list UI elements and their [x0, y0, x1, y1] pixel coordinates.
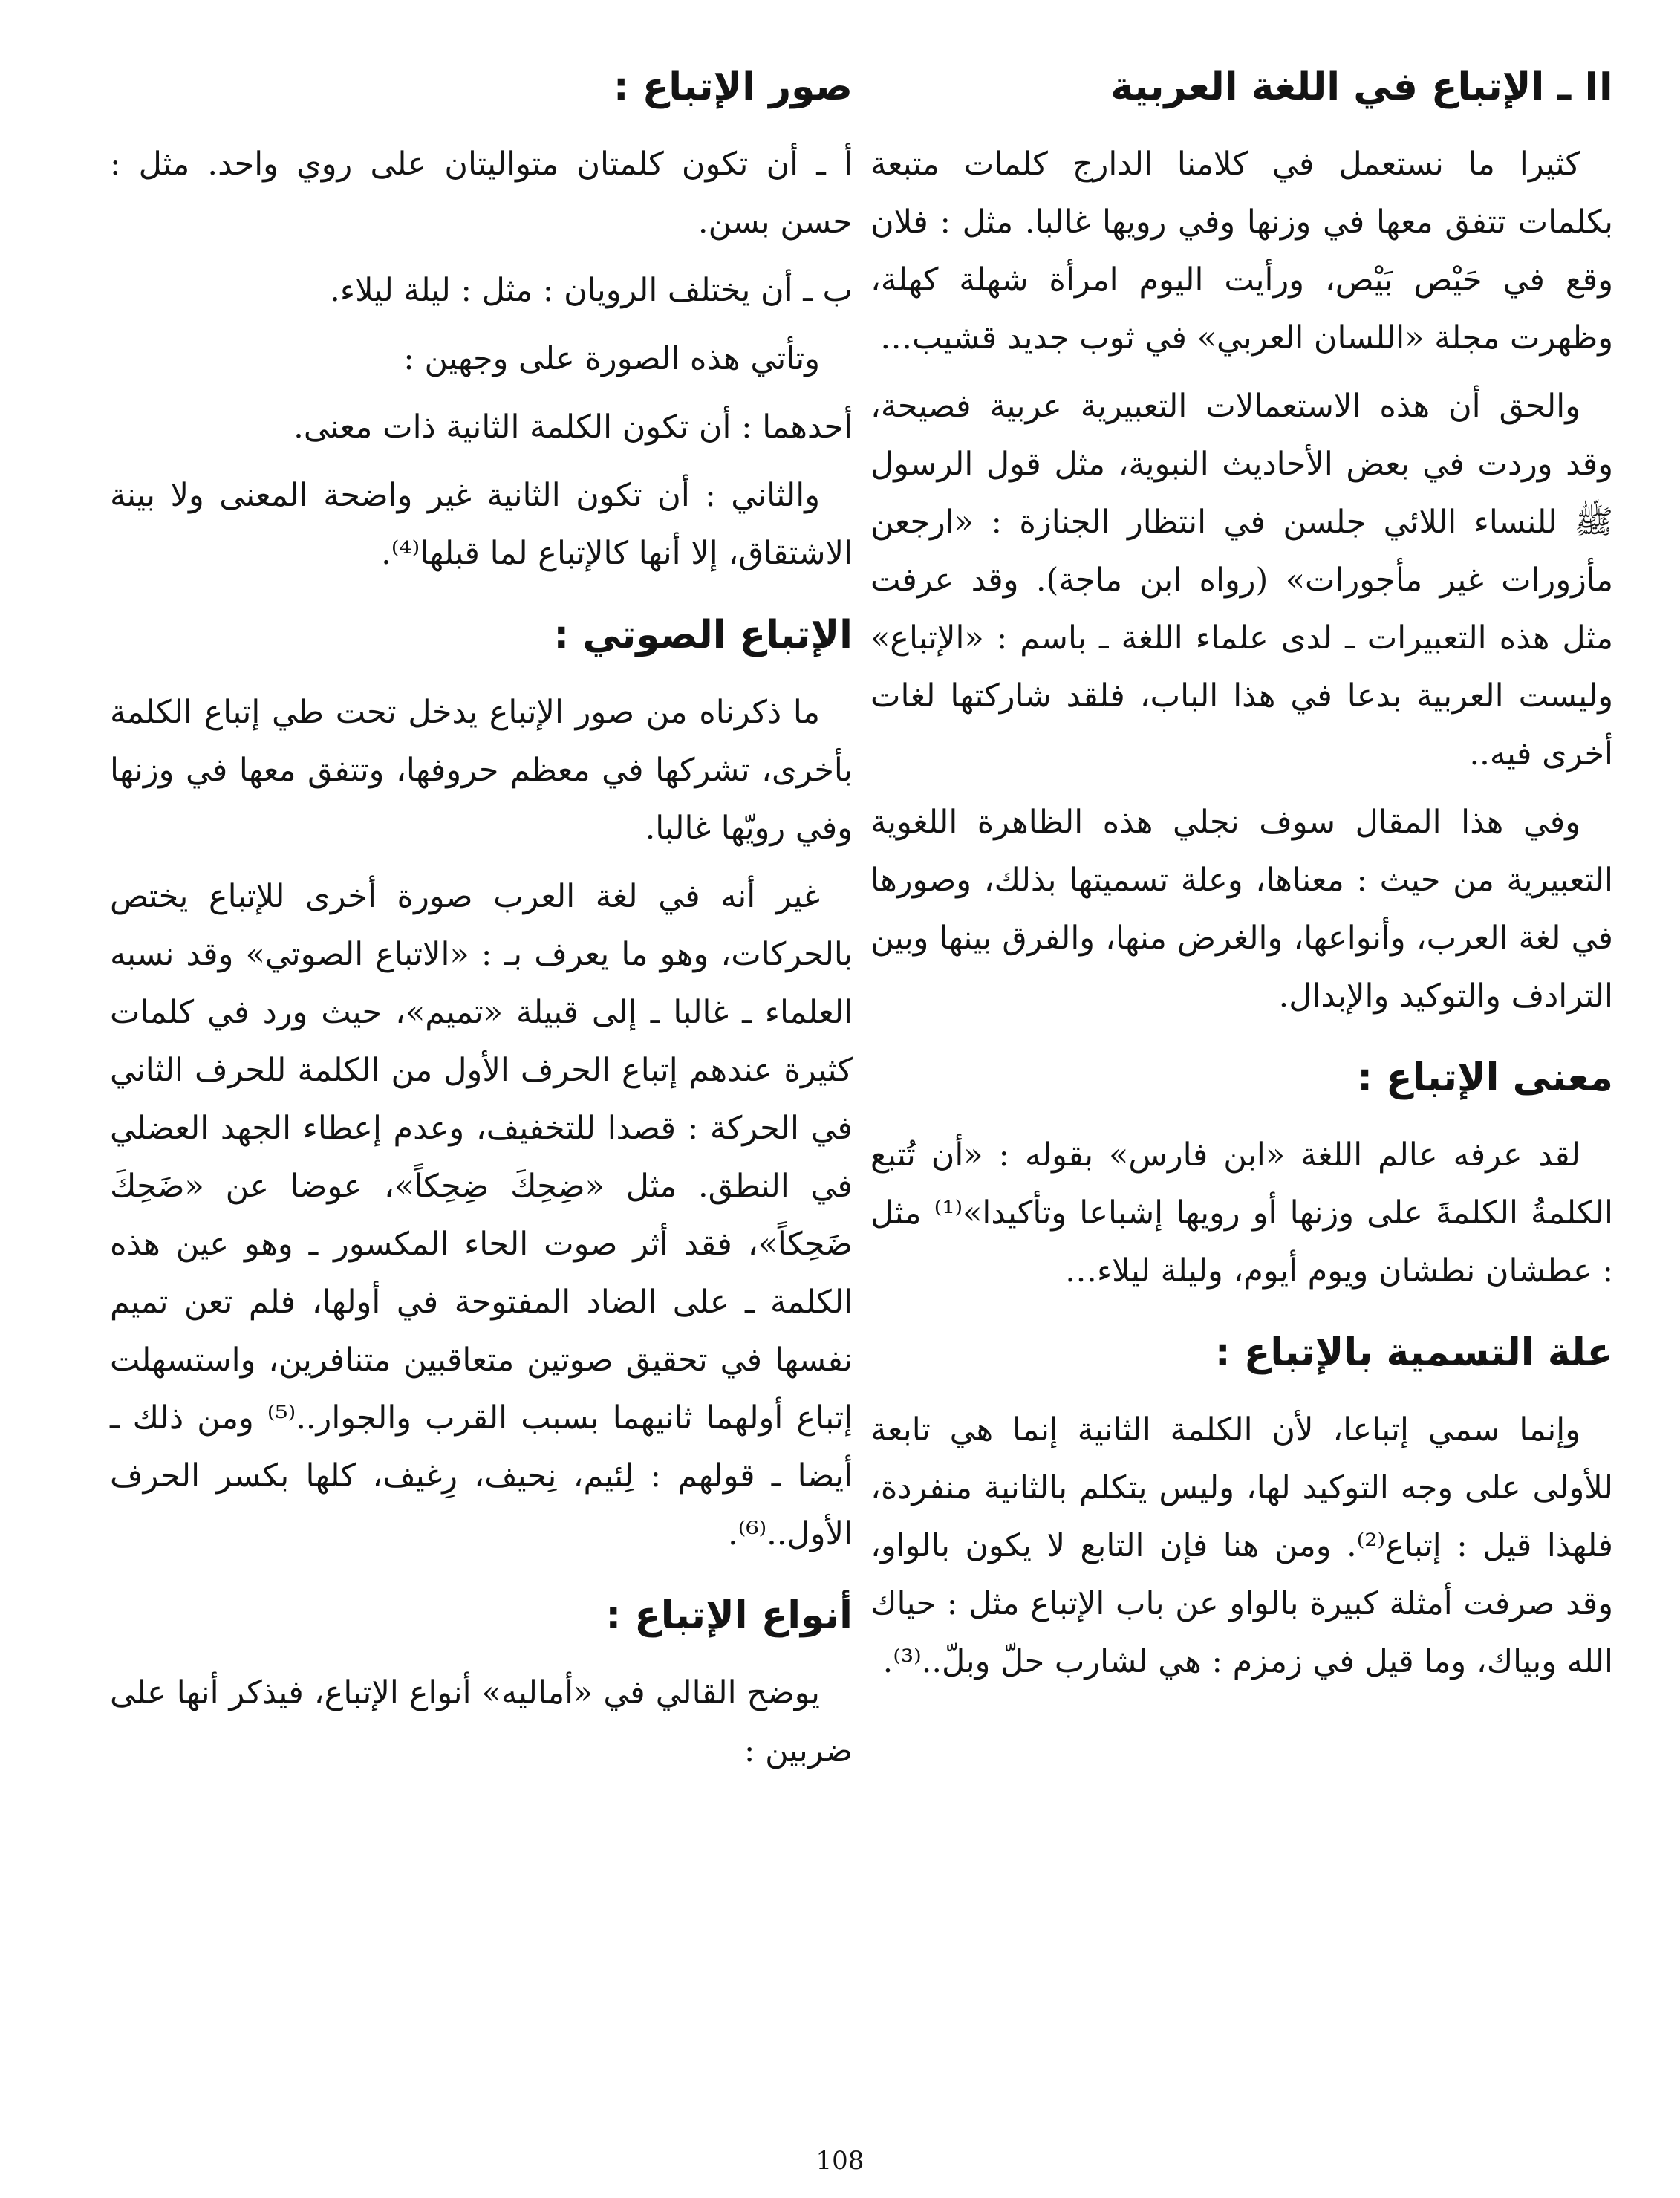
- naming-paragraph: وإنما سمي إتباعا، لأن الكلمة الثانية إنما هي تابعة للأولى على وجه التوكيد لها، وليس يتكلم بالثانية منفردة، فلهذا قيل : إتباع⁽²⁾. ومن هنا فإن التابع لا يكون بالواو، وقد صرفت أمثلة كبيرة بالواو عن باب الإتباع مثل : حياك الله وبياك، وما قيل في زمزم : هي لشارب حلّ وبلّ..⁽³⁾.: [870, 1411, 1613, 1680]
- phonetic-heading: الإتباع الصوتي :: [553, 613, 853, 657]
- forms-heading: صور الإتباع :: [613, 65, 853, 109]
- form-first: أحدهما : أن تكون الكلمة الثانية ذات معنى.: [293, 409, 853, 446]
- meaning-paragraph: لقد عرفه عالم اللغة «ابن فارس» بقوله : «أن تُتبع الكلمةُ الكلمةَ على وزنها أو رويها إشباعا وتأكيدا»⁽¹⁾ مثل : عطشان نطشان ويوم أيوم، وليلة ليلاء…: [870, 1137, 1613, 1290]
- types-paragraph: يوضح القالي في «أماليه» أنواع الإتباع، فيذكر أنها على ضربين :: [110, 1674, 853, 1769]
- right-column: [870, 53, 1613, 1701]
- intro-paragraph-1: كثيرا ما نستعمل في كلامنا الدارج كلمات متبعة بكلمات تتفق معها في وزنها وفي رويها غالبا. مثل : فلان وقع في حَيْص بَيْص، ورأيت اليوم امرأة شهلة كهلة، وظهرت مجلة «اللسان العربي» في ثوب جديد قشيب…: [870, 146, 1613, 357]
- form-second: والثاني : أن تكون الثانية غير واضحة المعنى ولا بينة الاشتقاق، إلا أنها كالإتباع لما قبلها⁽⁴⁾.: [110, 477, 853, 572]
- types-heading: أنواع الإتباع :: [605, 1593, 853, 1638]
- left-column: [110, 53, 853, 1790]
- form-a: أ ـ أن تكون كلمتان متواليتان على روي واحد. مثل : حسن بسن.: [110, 146, 853, 241]
- article-heading: II ـ الإتباع في اللغة العربية: [1110, 65, 1613, 109]
- naming-heading: علة التسمية بالإتباع :: [1214, 1330, 1613, 1375]
- phonetic-paragraph-2: غير أنه في لغة العرب صورة أخرى للإتباع يختص بالحركات، وهو ما يعرف بـ : «الاتباع الصوتي» وقد نسبه العلماء ـ غالبا ـ إلى قبيلة «تميم»، حيث ورد في كلمات كثيرة عندهم إتباع الحرف الأول من الكلمة للحرف الثاني في الحركة : قصدا للتخفيف، وعدم إعطاء الجهد العضلي في النطق. مثل «ضِحِكَ ضِحِكاً»، عوضا عن «ضَحِكَ ضَحِكاً»، فقد أثر صوت الحاء المكسور ـ وهو عين هذه الكلمة ـ على الضاد المفتوحة في أولها، فلم تعن تميم نفسها في تحقيق صوتين متعاقبين متنافرين، واستسهلت إتباع أولهما ثانيهما بسبب القرب والجوار..⁽⁵⁾ ومن ذلك ـ أيضا ـ قولهم : لِئيم، نِحيف، رِغيف، كلها بكسر الحرف الأول..⁽⁶⁾.: [110, 878, 853, 1552]
- meaning-heading: معنى الإتباع :: [1357, 1056, 1613, 1100]
- intro-paragraph-2: والحق أن هذه الاستعمالات التعبيرية عربية فصيحة، وقد وردت في بعض الأحاديث النبوية، مثل قول الرسول ﷺ للنساء اللائي جلسن في انتظار الجنازة : «ارجعن مأزورات غير مأجورات» (رواه ابن ماجة). وقد عرفت مثل هذه التعبيرات ـ لدى علماء اللغة ـ باسم : «الإتباع» وليست العربية بدعا في هذا الباب، فلقد شاركتها لغات أخرى فيه..: [870, 388, 1613, 773]
- intro-paragraph-3: وفي هذا المقال سوف نجلي هذه الظاهرة اللغوية التعبيرية من حيث : معناها، وعلة تسميتها بذلك، وصورها في لغة العرب، وأنواعها، والغرض منها، والفرق بينها وبين الترادف والتوكيد والإبدال.: [870, 804, 1613, 1015]
- page-number: 108: [815, 2146, 865, 2176]
- form-intro: وتأتي هذه الصورة على وجهين :: [403, 340, 820, 377]
- phonetic-paragraph-1: ما ذكرناه من صور الإتباع يدخل تحت طي إتباع الكلمة بأخرى، تشركها في معظم حروفها، وتتفق معها في وزنها وفي رويّها غالبا.: [110, 694, 853, 847]
- form-b: ب ـ أن يختلف الرويان : مثل : ليلة ليلاء.: [330, 272, 853, 309]
